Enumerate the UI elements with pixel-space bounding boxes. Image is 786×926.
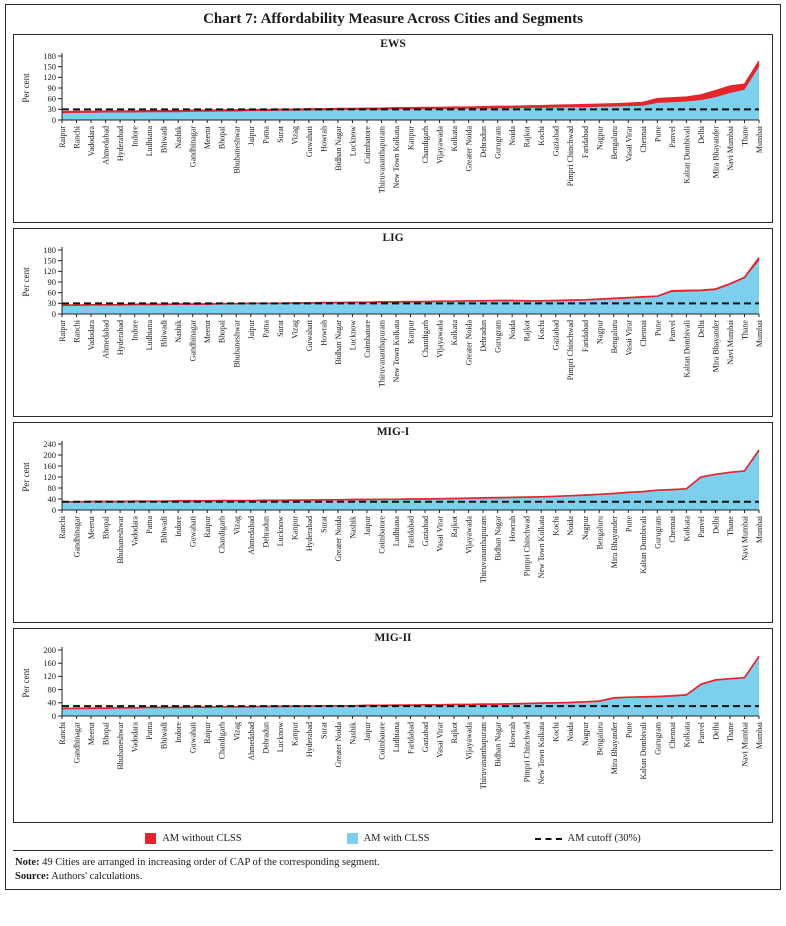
svg-text:Thiruvananthapuram: Thiruvananthapuram <box>377 320 387 388</box>
panel-mig2 <box>13 628 773 823</box>
svg-text:Bengaluru: Bengaluru <box>609 126 619 160</box>
svg-text:Nagpur: Nagpur <box>580 516 590 540</box>
svg-text:Ranchi: Ranchi <box>58 722 67 745</box>
svg-text:Dehradun: Dehradun <box>479 320 489 352</box>
svg-text:Mumbai: Mumbai <box>755 126 764 154</box>
svg-text:Navi Mumbai: Navi Mumbai <box>725 126 735 171</box>
svg-text:Guwahati: Guwahati <box>188 516 198 548</box>
source-line <box>15 870 771 884</box>
svg-text:Howrah: Howrah <box>319 126 329 152</box>
svg-text:Bhubaneshwar: Bhubaneshwar <box>232 126 242 174</box>
svg-text:Gaziabad: Gaziabad <box>421 516 431 547</box>
svg-text:Kochi: Kochi <box>551 722 561 742</box>
svg-text:Ranchi: Ranchi <box>72 320 82 343</box>
svg-text:Vijayawada: Vijayawada <box>435 126 445 164</box>
svg-text:Rajkot: Rajkot <box>522 125 532 148</box>
svg-text:Per cent: Per cent <box>21 462 31 492</box>
svg-text:Mira Bhayander: Mira Bhayander <box>609 722 619 775</box>
svg-text:Meerut: Meerut <box>203 126 213 150</box>
ews-area-chart <box>18 50 767 222</box>
svg-text:Gurugram: Gurugram <box>493 320 503 353</box>
svg-text:Gandhinagar: Gandhinagar <box>72 516 82 558</box>
svg-text:Coimbatore: Coimbatore <box>362 320 372 358</box>
svg-text:Navi Mumbai: Navi Mumbai <box>740 722 750 767</box>
svg-text:Patna: Patna <box>145 516 155 534</box>
am-without-clss-swatch <box>145 833 156 844</box>
svg-text:Kolkata: Kolkata <box>450 126 460 152</box>
svg-text:Panvel: Panvel <box>667 320 677 342</box>
svg-text:Pune: Pune <box>624 516 634 532</box>
svg-text:200: 200 <box>43 449 56 460</box>
svg-text:Kolkata: Kolkata <box>450 320 460 346</box>
svg-text:Raipur: Raipur <box>58 320 67 342</box>
panel-lig <box>13 228 773 417</box>
svg-text:Guwahati: Guwahati <box>188 722 198 754</box>
svg-text:Ranchi: Ranchi <box>72 126 82 149</box>
svg-text:Howrah: Howrah <box>319 320 329 346</box>
svg-text:Thane: Thane <box>740 126 750 146</box>
svg-text:Howrah: Howrah <box>508 722 518 748</box>
svg-text:Jaipur: Jaipur <box>246 126 256 146</box>
svg-text:Greater Noida: Greater Noida <box>464 126 474 172</box>
svg-text:40: 40 <box>47 697 56 708</box>
svg-text:Surat: Surat <box>275 126 285 143</box>
svg-text:Jaipur: Jaipur <box>362 516 372 536</box>
svg-text:Vijayawada: Vijayawada <box>464 722 474 760</box>
svg-text:Bhopal: Bhopal <box>217 320 227 344</box>
svg-text:200: 200 <box>43 644 56 655</box>
svg-text:Per cent: Per cent <box>21 668 31 698</box>
svg-text:Kanpur: Kanpur <box>290 722 300 746</box>
svg-text:Chandigarh: Chandigarh <box>421 126 431 164</box>
svg-text:Kaltan Dombivali: Kaltan Dombivali <box>638 516 648 574</box>
svg-text:30: 30 <box>47 104 56 115</box>
svg-text:Hyderabad: Hyderabad <box>116 126 126 162</box>
legend-label: AM without CLSS <box>162 833 242 844</box>
svg-text:Noida: Noida <box>566 516 576 536</box>
svg-text:Vizag: Vizag <box>232 722 242 741</box>
svg-text:Bengaluru: Bengaluru <box>595 516 605 550</box>
svg-text:Vijayawada: Vijayawada <box>464 516 474 554</box>
svg-text:Ludhiana: Ludhiana <box>145 320 155 351</box>
svg-text:Indore: Indore <box>174 722 184 743</box>
svg-text:Pune: Pune <box>624 722 634 738</box>
svg-text:Chandigarh: Chandigarh <box>421 320 431 358</box>
svg-text:Kochi: Kochi <box>537 320 547 340</box>
svg-text:Thane: Thane <box>725 516 735 536</box>
svg-text:Hyderabad: Hyderabad <box>304 722 314 758</box>
source-label: Source: <box>15 870 50 882</box>
svg-text:Ludhiana: Ludhiana <box>391 516 401 547</box>
svg-text:Nashik: Nashik <box>174 126 184 149</box>
svg-text:Kanpur: Kanpur <box>406 320 416 344</box>
legend-item-am-cutoff <box>535 833 641 844</box>
svg-text:Gaziabad: Gaziabad <box>551 126 561 157</box>
svg-text:Indore: Indore <box>174 516 184 537</box>
panel-mig1 <box>13 422 773 623</box>
svg-text:Surat: Surat <box>275 320 285 337</box>
svg-text:150: 150 <box>43 255 56 266</box>
svg-text:New Town Kolkata: New Town Kolkata <box>537 516 547 579</box>
svg-text:180: 180 <box>43 50 56 61</box>
svg-text:Per cent: Per cent <box>21 73 31 103</box>
svg-text:Gurugram: Gurugram <box>493 126 503 159</box>
panel-ews <box>13 34 773 223</box>
svg-text:0: 0 <box>51 504 56 515</box>
svg-text:Bidhan Nagar: Bidhan Nagar <box>493 722 503 767</box>
svg-text:Ludhiana: Ludhiana <box>391 722 401 753</box>
legend-label: AM cutoff (30%) <box>567 833 641 844</box>
svg-text:Bengaluru: Bengaluru <box>609 320 619 354</box>
svg-text:Hyderabad: Hyderabad <box>304 516 314 552</box>
svg-text:Noida: Noida <box>566 722 576 742</box>
svg-text:Chennai: Chennai <box>638 126 648 153</box>
svg-text:Patna: Patna <box>261 320 271 338</box>
svg-text:Thane: Thane <box>740 320 750 340</box>
svg-text:Pune: Pune <box>653 126 663 142</box>
svg-text:Bidhan Nagar: Bidhan Nagar <box>333 320 343 365</box>
svg-text:Panvel: Panvel <box>696 516 706 538</box>
svg-text:Bhubaneshwar: Bhubaneshwar <box>116 722 126 770</box>
svg-text:Vadodara: Vadodara <box>87 320 97 351</box>
mig2-area-chart <box>18 644 767 822</box>
svg-text:Delhi: Delhi <box>711 516 721 534</box>
svg-text:Bhopal: Bhopal <box>217 126 227 150</box>
lig-area-chart <box>18 244 767 416</box>
am-with-clss-swatch <box>347 833 358 844</box>
svg-text:0: 0 <box>51 114 56 125</box>
svg-text:Gandhinagar: Gandhinagar <box>72 722 82 764</box>
svg-text:Ahmedabad: Ahmedabad <box>246 722 256 761</box>
svg-text:Bengaluru: Bengaluru <box>595 722 605 756</box>
svg-text:120: 120 <box>43 471 56 482</box>
svg-text:Kaltan Dombivali: Kaltan Dombivali <box>638 722 648 780</box>
svg-text:Greater Noida: Greater Noida <box>333 722 343 768</box>
svg-text:Pimpri Chinchwad: Pimpri Chinchwad <box>522 722 532 783</box>
svg-text:Pimpri Chinchwad: Pimpri Chinchwad <box>566 126 576 187</box>
svg-text:Chandigarh: Chandigarh <box>217 516 227 554</box>
svg-text:Mira Bhayander: Mira Bhayander <box>609 516 619 569</box>
footnotes <box>13 855 773 885</box>
svg-text:0: 0 <box>51 308 56 319</box>
svg-text:New Town Kolkata: New Town Kolkata <box>391 126 401 189</box>
panel-ews-title: EWS <box>380 38 406 50</box>
panel-mig2-title: MIG-II <box>374 632 412 644</box>
svg-text:Gandhinagar: Gandhinagar <box>188 320 198 362</box>
svg-text:90: 90 <box>47 82 56 93</box>
svg-text:Dehradun: Dehradun <box>261 722 271 754</box>
svg-text:Ludhiana: Ludhiana <box>145 126 155 157</box>
svg-text:Thiruvananthapuram: Thiruvananthapuram <box>377 126 387 194</box>
svg-text:Guwahati: Guwahati <box>304 126 314 158</box>
svg-text:Noida: Noida <box>508 126 518 146</box>
svg-text:Jaipur: Jaipur <box>246 320 256 340</box>
svg-text:Pimpri Chinchwad: Pimpri Chinchwad <box>522 516 532 577</box>
svg-text:Rajkot: Rajkot <box>522 319 532 342</box>
svg-text:Panvel: Panvel <box>696 722 706 744</box>
svg-text:Bidhan Nagar: Bidhan Nagar <box>333 126 343 171</box>
svg-text:Bhubaneshwar: Bhubaneshwar <box>232 320 242 368</box>
figure-frame <box>5 4 781 890</box>
svg-text:Nagpur: Nagpur <box>580 722 590 746</box>
source-text: Authors' calculations. <box>51 870 143 882</box>
svg-text:Vijayawada: Vijayawada <box>435 320 445 358</box>
svg-text:Faridabad: Faridabad <box>406 722 416 754</box>
svg-text:Coimbatore: Coimbatore <box>377 516 387 554</box>
svg-text:Kaltan Dombivali: Kaltan Dombivali <box>682 320 692 378</box>
svg-text:60: 60 <box>47 93 56 104</box>
svg-text:Faridabad: Faridabad <box>580 320 590 352</box>
svg-text:Navi Mumbai: Navi Mumbai <box>725 320 735 365</box>
chart-title: Chart 7: Affordability Measure Across Cities and Segments <box>203 11 583 27</box>
svg-text:Chennai: Chennai <box>667 722 677 749</box>
svg-text:Ahmedabad: Ahmedabad <box>101 126 111 165</box>
svg-text:Vasai Virar: Vasai Virar <box>435 722 445 758</box>
svg-text:Faridabad: Faridabad <box>580 126 590 158</box>
svg-text:160: 160 <box>43 460 56 471</box>
note-line <box>15 856 771 870</box>
svg-text:Vasai Virar: Vasai Virar <box>435 516 445 552</box>
svg-text:Mumbai: Mumbai <box>755 320 764 348</box>
svg-text:Delhi: Delhi <box>711 722 721 740</box>
svg-text:Mira Bhayander: Mira Bhayander <box>711 320 721 373</box>
am-cutoff-dashed-swatch <box>535 838 562 840</box>
svg-text:Mumbai: Mumbai <box>755 722 764 750</box>
svg-text:Delhi: Delhi <box>696 320 706 338</box>
svg-text:120: 120 <box>43 72 56 83</box>
svg-text:New Town Kolkata: New Town Kolkata <box>537 722 547 785</box>
svg-text:Kanpur: Kanpur <box>290 516 300 540</box>
svg-text:Gaziabad: Gaziabad <box>551 320 561 351</box>
svg-text:Kanpur: Kanpur <box>406 126 416 150</box>
svg-text:Gurugram: Gurugram <box>653 722 663 755</box>
svg-text:Kolkata: Kolkata <box>682 516 692 542</box>
svg-text:Howrah: Howrah <box>508 516 518 542</box>
svg-text:Nagpur: Nagpur <box>595 320 605 344</box>
svg-text:Chandigarh: Chandigarh <box>217 722 227 760</box>
svg-text:40: 40 <box>47 493 56 504</box>
svg-text:Ahmedabad: Ahmedabad <box>246 516 256 555</box>
svg-text:New Town Kolkata: New Town Kolkata <box>391 320 401 383</box>
mig1-area-chart <box>18 438 767 622</box>
svg-text:Lucknow: Lucknow <box>348 320 358 351</box>
svg-text:Thiruvananthapuram: Thiruvananthapuram <box>479 516 489 584</box>
svg-text:90: 90 <box>47 276 56 287</box>
svg-text:Bhiwadi: Bhiwadi <box>159 516 169 544</box>
svg-text:80: 80 <box>47 684 56 695</box>
svg-text:Noida: Noida <box>508 320 518 340</box>
svg-text:Patna: Patna <box>145 722 155 740</box>
svg-text:Dehradun: Dehradun <box>479 126 489 158</box>
svg-text:Raipur: Raipur <box>58 126 67 148</box>
svg-text:Bhiwadi: Bhiwadi <box>159 722 169 750</box>
svg-text:120: 120 <box>43 671 56 682</box>
svg-text:Surat: Surat <box>319 516 329 533</box>
svg-text:60: 60 <box>47 287 56 298</box>
svg-text:Meerut: Meerut <box>203 320 213 344</box>
svg-text:Nashik: Nashik <box>174 320 184 343</box>
svg-text:Bhubaneshwar: Bhubaneshwar <box>116 516 126 564</box>
svg-text:Rajkot: Rajkot <box>450 516 460 538</box>
svg-text:Vizag: Vizag <box>232 516 242 535</box>
svg-text:Kaltan Dombivali: Kaltan Dombivali <box>682 126 692 184</box>
svg-text:Indore: Indore <box>130 125 140 147</box>
svg-text:Bhopal: Bhopal <box>101 516 111 540</box>
svg-text:Pune: Pune <box>653 320 663 336</box>
svg-text:Nashik: Nashik <box>348 722 358 745</box>
svg-text:Delhi: Delhi <box>696 126 706 144</box>
svg-text:Greater Noida: Greater Noida <box>464 320 474 366</box>
svg-text:Lucknow: Lucknow <box>348 126 358 157</box>
svg-text:Raipur: Raipur <box>203 722 213 744</box>
svg-text:Kolkata: Kolkata <box>682 722 692 748</box>
svg-text:0: 0 <box>51 710 56 721</box>
svg-text:180: 180 <box>43 244 56 255</box>
svg-text:30: 30 <box>47 298 56 309</box>
svg-text:Patna: Patna <box>261 126 271 144</box>
svg-text:150: 150 <box>43 61 56 72</box>
svg-text:Hyderabad: Hyderabad <box>116 320 126 356</box>
svg-text:Mira Bhayander: Mira Bhayander <box>711 126 721 179</box>
svg-text:Meerut: Meerut <box>87 516 97 540</box>
svg-text:240: 240 <box>43 438 56 449</box>
svg-text:Panvel: Panvel <box>667 126 677 148</box>
svg-text:Thane: Thane <box>725 722 735 742</box>
svg-text:Greater Noida: Greater Noida <box>333 516 343 562</box>
svg-text:Lucknow: Lucknow <box>275 516 285 547</box>
svg-text:Chennai: Chennai <box>638 320 648 347</box>
svg-text:Jaipur: Jaipur <box>362 722 372 742</box>
svg-text:Vadodara: Vadodara <box>87 126 97 157</box>
svg-text:Bhiwadi: Bhiwadi <box>159 126 169 154</box>
svg-text:Raipur: Raipur <box>203 516 213 538</box>
legend-label: AM with CLSS <box>363 833 430 844</box>
svg-text:Mumbai: Mumbai <box>755 516 764 544</box>
svg-text:Nagpur: Nagpur <box>595 126 605 150</box>
svg-text:Pimpri Chinchwad: Pimpri Chinchwad <box>566 320 576 381</box>
svg-text:Gaziabad: Gaziabad <box>421 722 431 753</box>
panel-mig1-title: MIG-I <box>376 426 410 438</box>
legend-item-am-with-clss <box>347 833 430 844</box>
svg-text:Chennai: Chennai <box>667 516 677 543</box>
svg-text:Ahmedabad: Ahmedabad <box>101 320 111 359</box>
note-text: 49 Cities are arranged in increasing order of CAP of the corresponding segment. <box>42 857 380 868</box>
svg-text:120: 120 <box>43 266 56 277</box>
legend <box>13 828 773 851</box>
panel-lig-title: LIG <box>382 232 404 244</box>
svg-text:Vadodara: Vadodara <box>130 722 140 753</box>
svg-text:Lucknow: Lucknow <box>275 722 285 753</box>
svg-text:Vasai Virar: Vasai Virar <box>624 126 634 162</box>
svg-text:Meerut: Meerut <box>87 722 97 746</box>
svg-text:Bhopal: Bhopal <box>101 722 111 746</box>
legend-item-am-without-clss <box>145 833 241 844</box>
svg-text:Bhiwadi: Bhiwadi <box>159 320 169 348</box>
svg-text:Indore: Indore <box>130 320 140 341</box>
svg-text:Guwahati: Guwahati <box>304 320 314 352</box>
svg-text:Gurugram: Gurugram <box>653 516 663 549</box>
note-label: Note: <box>15 857 40 868</box>
svg-text:Gandhinagar: Gandhinagar <box>188 126 198 168</box>
svg-text:Vizag: Vizag <box>290 126 300 145</box>
svg-text:Per cent: Per cent <box>21 267 31 297</box>
svg-text:Nashik: Nashik <box>348 516 358 539</box>
svg-text:Vizag: Vizag <box>290 320 300 339</box>
svg-text:Coimbatore: Coimbatore <box>377 722 387 760</box>
svg-text:Kochi: Kochi <box>551 516 561 536</box>
svg-text:Bidhan Nagar: Bidhan Nagar <box>493 516 503 561</box>
svg-text:Faridabad: Faridabad <box>406 516 416 548</box>
svg-text:Navi Mumbai: Navi Mumbai <box>740 516 750 561</box>
svg-text:Kochi: Kochi <box>537 126 547 146</box>
svg-text:Ranchi: Ranchi <box>58 516 67 539</box>
svg-text:Coimbatore: Coimbatore <box>362 126 372 164</box>
svg-text:Rajkot: Rajkot <box>450 722 460 744</box>
svg-text:80: 80 <box>47 482 56 493</box>
svg-text:160: 160 <box>43 658 56 668</box>
svg-text:Dehradun: Dehradun <box>261 516 271 548</box>
svg-text:Vasai Virar: Vasai Virar <box>624 320 634 356</box>
svg-text:Surat: Surat <box>319 722 329 739</box>
svg-text:Thiruvananthapuram: Thiruvananthapuram <box>479 722 489 790</box>
svg-text:Vadodara: Vadodara <box>130 516 140 547</box>
